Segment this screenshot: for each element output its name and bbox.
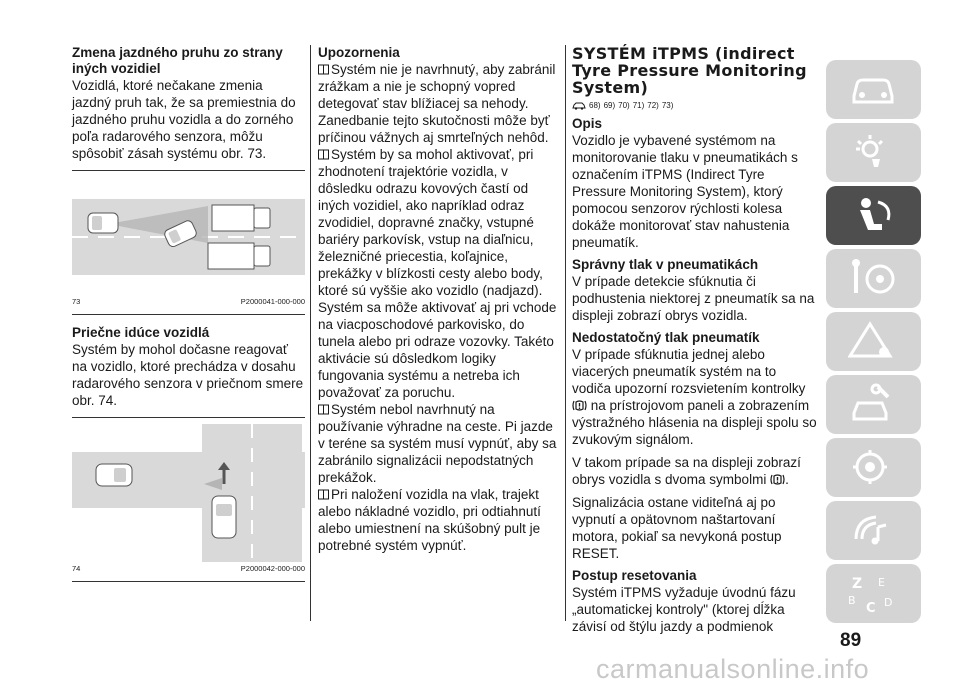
warning-book-icon	[318, 149, 329, 160]
section-text-low-pressure-display	[572, 454, 817, 488]
svg-text:C: C	[866, 601, 876, 614]
tyre-pressure-warning-icon	[572, 399, 587, 412]
svg-text:B: B	[848, 594, 856, 607]
warning-book-icon	[318, 489, 329, 500]
figure-number: 74	[72, 564, 81, 573]
section-text-correct-pressure: V prípade detekcie sfúknutia či podhustenia niektorej z pneumatík sa na displeji zobrazí obrys vozidla.	[572, 274, 815, 323]
ref-item: 69)	[603, 101, 616, 110]
divider	[72, 314, 305, 315]
svg-text:D: D	[884, 596, 893, 609]
chapter-tabs	[826, 60, 921, 627]
car-warning-icon	[572, 101, 586, 110]
section-text-reset: Systém iTPMS vyžaduje úvodnú fázu „automatickej kontroly" (ktorej dĺžka závisí od štýlu jazdy a podmienok	[572, 585, 796, 634]
column-left	[72, 45, 305, 582]
tab-maintenance[interactable]	[826, 375, 921, 434]
footer-watermark: carmanualsonline.info	[596, 654, 870, 684]
warning-text: Systém nie je navrhnutý, aby zabránil zrážkam a nie je schopný vopred detegovať stav blížiacej sa nehody. Zanedbanie tejto skutočnosti môže byť príčinou vážnych aj smrteľných nehôd.	[318, 62, 556, 145]
technical-data-icon	[848, 446, 898, 488]
ref-item: 72)	[647, 101, 659, 110]
warning-item	[318, 401, 558, 486]
text-part: V prípade sfúknutia jednej alebo viacerých pneumatík systém na to vodiča upozorní rozsvietením kontrolky	[572, 347, 806, 396]
figure-74	[72, 424, 305, 573]
section-text-description: Vozidlo je vybavené systémom na monitorovanie tlaku v pneumatikách s označením iTPMS (Indirect Tyre Pressure Monitoring System), ktorý pomocou senzorov rýchlosti kolesa dokáže monitorovať stav nahustenia pneumatík.	[572, 133, 798, 250]
text-part: .	[785, 472, 789, 487]
warning-lights-icon	[848, 131, 898, 173]
figure-code: P2000042-000-000	[240, 564, 305, 573]
section-text-lane-change: Vozidlá, ktoré nečakane zmenia jazdný pruh tak, že sa premiestnia do jazdného pruhu vozidla a do zorného poľa radarového senzora, môžu spôsobiť zásah systému obr. 73.	[72, 78, 296, 161]
section-title-description: Opis	[572, 116, 603, 131]
car-info-icon	[848, 68, 898, 110]
warning-text: Pri naložení vozidla na vlak, trajekt alebo nákladné vozidlo, pri odtiahnutí alebo umiestnení na skúšobný pult je potrebné systém vypnúť.	[318, 487, 541, 553]
tab-emergency[interactable]	[826, 312, 921, 371]
tyre-pressure-warning-icon	[770, 473, 785, 486]
figure-code: P2000041-000-000	[240, 297, 305, 306]
starting-driving-icon	[848, 257, 898, 299]
warning-item	[318, 486, 558, 554]
warning-references	[572, 101, 817, 110]
text-part: na prístrojovom paneli a zobrazením výstražného hlásenia na displeji spolu so zvukovým signálom.	[572, 398, 817, 447]
tab-starting-driving[interactable]	[826, 249, 921, 308]
page-number: 89	[840, 630, 862, 651]
text-part: V takom prípade sa na displeji zobrazí obrys vozidla s dvoma symbolmi	[572, 455, 801, 487]
divider	[72, 417, 305, 418]
ref-item: 73)	[661, 101, 674, 110]
section-text-signalization: Signalizácia ostane viditeľná aj po vypnutí a opätovnom naštartovaní motora, pokiaľ sa nevykoná postup RESET.	[572, 495, 782, 561]
divider	[72, 581, 305, 582]
column-divider	[310, 45, 311, 621]
figure-74-caption	[72, 564, 305, 573]
emergency-icon	[848, 320, 898, 362]
warning-book-icon	[318, 64, 329, 75]
column-right	[572, 45, 817, 641]
figure-number: 73	[72, 297, 81, 306]
safety-airbag-icon	[848, 194, 898, 236]
divider	[72, 170, 305, 171]
warnings-title: Upozornenia	[318, 45, 400, 60]
system-title: SYSTÉM iTPMS (indirect Tyre Pressure Monitoring System)	[572, 44, 807, 97]
warning-text: Systém by sa mohol aktivovať, pri zhodnotení trajektórie vozidla, v dôsledku odrazu kovových častí od iných vozidiel, ako napríklad odraz zvodidiel, dopravné značky, vstupné bariéry parkovísk, vstup na diaľnicu, železničné priecestia, koľajnice, prekážky v blízkosti cesty alebo body, ktoré sú vyššie ako vozidlo (nadjazd). Systém sa môže aktivovať aj pri vchode na viacposchodové parkovisko, do tunela alebo pri odraze vozovky. Takéto aktivácie sú dôsledkom logiky fungovania systému a netreba ich považovať za poruchu.	[318, 147, 557, 400]
index-icon	[848, 572, 898, 614]
column-middle	[318, 45, 558, 554]
tab-index[interactable]	[826, 564, 921, 623]
tab-car-info[interactable]	[826, 60, 921, 119]
figure-73-illustration	[72, 177, 305, 295]
column-divider	[565, 45, 566, 621]
svg-text:Z: Z	[852, 576, 863, 592]
tab-technical-data[interactable]	[826, 438, 921, 497]
section-title-reset: Postup resetovania	[572, 568, 697, 583]
maintenance-icon	[848, 383, 898, 425]
tab-safety[interactable]	[826, 186, 921, 245]
section-title-low-pressure: Nedostatočný tlak pneumatík	[572, 330, 760, 345]
warning-item	[318, 61, 558, 146]
ref-item: 68)	[589, 101, 601, 110]
section-title-correct-pressure: Správny tlak v pneumatikách	[572, 257, 759, 272]
warning-book-icon	[318, 404, 329, 415]
section-title-lane-change: Zmena jazdného pruhu zo strany iných vozidiel	[72, 45, 283, 76]
multimedia-icon	[848, 509, 898, 551]
figure-73	[72, 177, 305, 306]
tab-warning-lights[interactable]	[826, 123, 921, 182]
figure-74-illustration	[72, 424, 305, 562]
section-text-crossing: Systém by mohol dočasne reagovať na vozidlo, ktoré prechádza v dosahu radarového senzora v priečnom smere obr. 74.	[72, 342, 304, 408]
section-text-low-pressure	[572, 346, 817, 448]
figure-73-caption	[72, 297, 305, 306]
warning-text: Systém nebol navrhnutý na používanie výhradne na ceste. Pi jazde v teréne sa systém musí vypnúť, aby sa zabránilo signalizácii nepodstatných prekážok.	[318, 402, 557, 485]
warning-item	[318, 146, 558, 401]
tab-multimedia[interactable]	[826, 501, 921, 560]
section-title-crossing: Priečne idúce vozidlá	[72, 325, 210, 340]
ref-item: 70)	[618, 101, 630, 110]
svg-text:E: E	[878, 576, 885, 589]
ref-item: 71)	[632, 101, 645, 110]
